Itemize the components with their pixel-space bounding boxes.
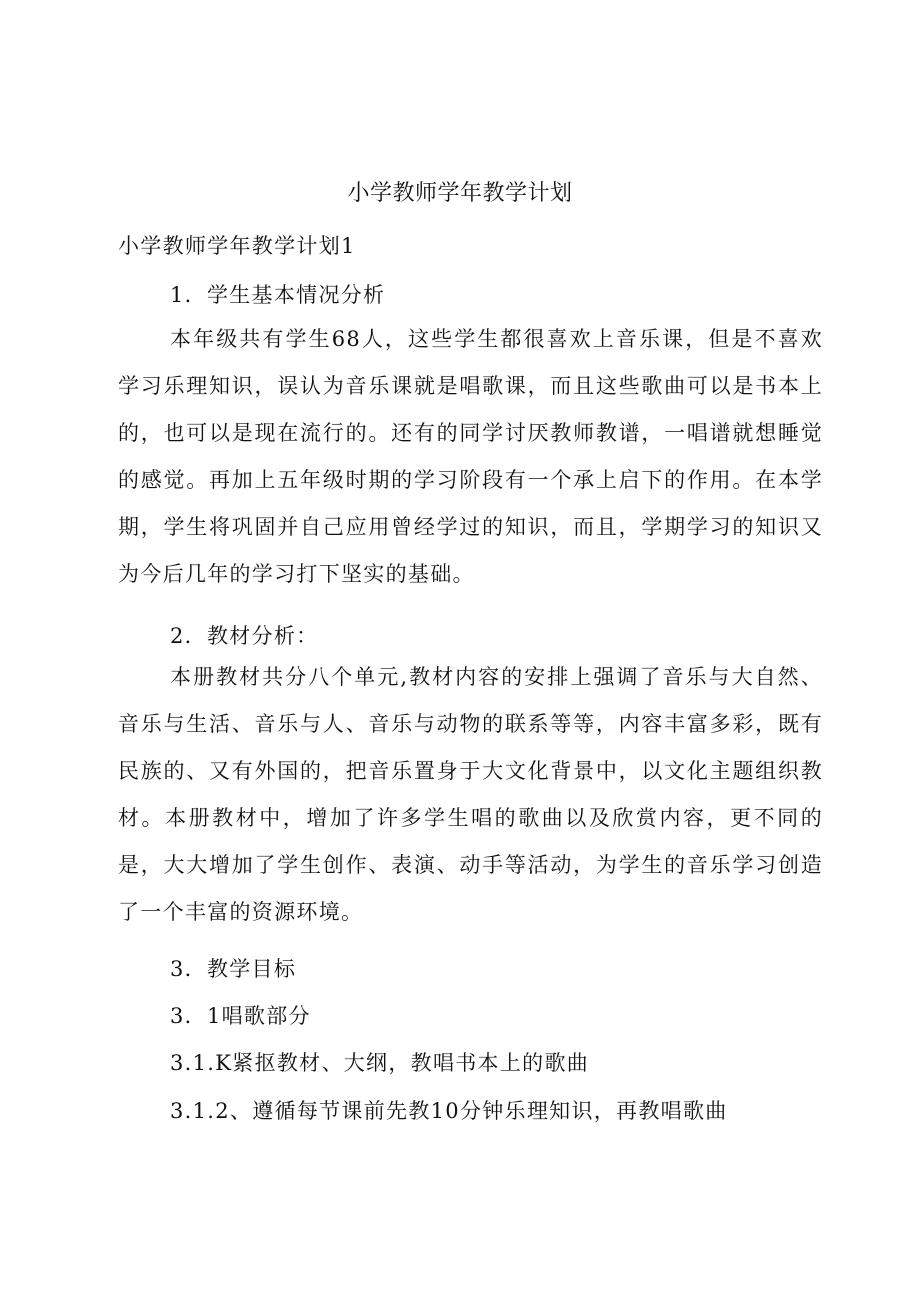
section-paragraph-2: 本册教材共分八个单元,教材内容的安排上强调了音乐与大自然、音乐与生活、音乐与人、音乐与动物的联系等等，内容丰富多彩，既有民族的、又有外国的，把音乐置身于大文化背景中，以文化主题组织教材。本册教材中，增加了许多学生唱的歌曲以及欣赏内容，更不同的是，大大增加了学生创作、表演、动手等活动，为学生的音乐学习创造了一个丰富的资源环境。 — [118, 665, 823, 924]
plan-subtitle: 小学教师学年教学计划1 — [118, 234, 356, 258]
sub-heading-3-1: 3．1唱歌部分 — [170, 1004, 311, 1028]
document-title: 小学教师学年教学计划 — [347, 181, 573, 206]
section-heading-2: 2．教材分析： — [170, 624, 319, 648]
sub-heading-3-1-1: 3.1.K紧抠教材、大纲，教唱书本上的歌曲 — [170, 1051, 590, 1075]
sub-heading-3-1-2: 3.1.2、遵循每节课前先教10分钟乐理知识，再教唱歌曲 — [170, 1099, 728, 1123]
section-heading-1: 1．学生基本情况分析 — [170, 283, 386, 307]
section-paragraph-1: 本年级共有学生68人，这些学生都很喜欢上音乐课，但是不喜欢学习乐理知识，误认为音乐课就是唱歌课，而且这些歌曲可以是书本上的，也可以是现在流行的。还有的同学讨厌教师教谱，一唱谱就想睡觉的感觉。再加上五年级时期的学习阶段有一个承上启下的作用。在本学期，学生将巩固并自己应用曾经学过的知识，而且，学期学习的知识又为今后几年的学习打下坚实的基础。 — [118, 327, 823, 586]
section-heading-3: 3．教学目标 — [170, 957, 297, 981]
